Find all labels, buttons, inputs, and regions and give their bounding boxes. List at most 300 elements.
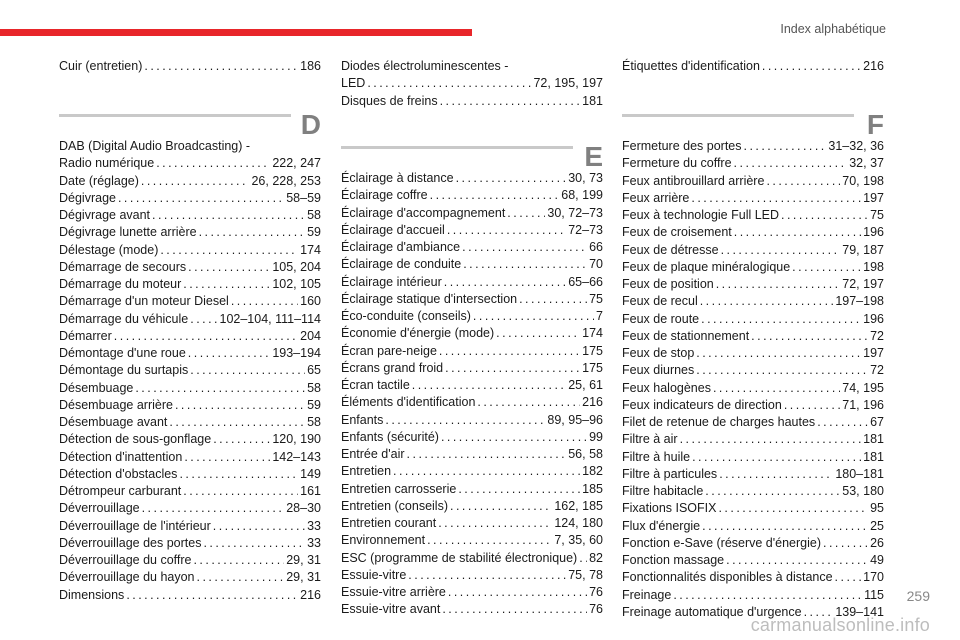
index-entry-pages: 70, 198 <box>842 173 884 188</box>
index-entry <box>622 569 884 586</box>
index-entry-pages: 33 <box>307 518 321 533</box>
index-entry-term: Environnement <box>341 533 426 548</box>
index-entry-pages: 56, 58 <box>568 447 603 461</box>
index-entry <box>622 58 884 75</box>
dot-leader <box>118 190 284 207</box>
index-entry <box>59 397 321 414</box>
index-entry-term: Feux de détresse <box>622 242 719 257</box>
index-entry-pages: 182 <box>582 464 603 479</box>
index-entry-pages: 65 <box>307 363 321 378</box>
index-entry-pages: 76 <box>589 585 603 599</box>
dot-leader <box>188 345 271 362</box>
index-entry <box>341 75 603 92</box>
dot-leader <box>441 429 587 446</box>
index-entry-pages: 216 <box>582 395 603 410</box>
index-entry <box>341 239 603 256</box>
index-entry-pages: 7 <box>596 309 603 323</box>
index-entry <box>622 518 884 535</box>
dot-leader <box>179 466 298 483</box>
index-entry <box>341 394 603 411</box>
section-divider <box>341 146 573 149</box>
index-entry-term: Filtre à huile <box>622 449 691 464</box>
dot-leader <box>445 360 580 377</box>
index-entry-term: Diodes électroluminescentes - <box>341 59 509 73</box>
dot-leader <box>439 343 580 360</box>
dot-leader <box>427 532 552 549</box>
index-entry <box>622 414 884 431</box>
index-entry-pages: 222, 247 <box>272 156 321 171</box>
index-entry-term: Fonctionnalités disponibles à distance <box>622 570 833 585</box>
index-entry <box>622 431 884 448</box>
index-entry-pages: 160 <box>300 294 321 309</box>
index-entry <box>622 138 884 155</box>
index-entry-pages: 32, 37 <box>849 156 884 171</box>
section-divider <box>622 114 854 117</box>
index-entry-term: Feux antibrouillard arrière <box>622 173 765 188</box>
index-entry-term: Fermeture des portes <box>622 139 742 153</box>
index-entry-pages: 124, 180 <box>554 516 603 530</box>
dot-leader <box>193 552 284 569</box>
index-entry-term: Démarrer <box>59 328 112 343</box>
index-entry-term: ESC (programme de stabilité électronique) <box>341 550 578 565</box>
index-entry <box>341 601 603 618</box>
index-entry-pages: 142–143 <box>272 449 321 464</box>
index-entry-term: Éclairage d'accueil <box>341 222 445 237</box>
dot-leader <box>579 550 587 567</box>
index-entry-term: Entretien <box>341 464 392 479</box>
index-entry-term: Feux diurnes <box>622 363 695 378</box>
dot-leader <box>721 242 841 259</box>
index-entry-pages: 170 <box>863 570 884 585</box>
index-entry-term: Détection d'inattention <box>59 449 183 464</box>
index-entry <box>622 173 884 190</box>
index-entry-term: Disques de freins <box>341 93 438 108</box>
index-entry-term: Démontage du surtapis <box>59 363 189 378</box>
index-entry-pages: 67 <box>870 415 884 429</box>
index-entry-pages: 105, 204 <box>272 259 321 274</box>
index-entry-term: Détrompeur carburant <box>59 484 182 498</box>
index-entry-term: Feux de stationnement <box>622 328 750 343</box>
dot-leader <box>367 75 531 92</box>
index-entry-term: Feux à technologie Full LED <box>622 208 780 222</box>
index-entry-term: Essuie-vitre arrière <box>341 585 446 599</box>
index-entry-pages: 185 <box>582 481 603 496</box>
index-entry-pages: 68, 199 <box>561 188 603 203</box>
index-entry-pages: 49 <box>870 553 884 567</box>
index-entry <box>59 276 321 293</box>
index-entry <box>341 187 603 204</box>
index-entry <box>59 483 321 500</box>
index-entry <box>622 328 884 345</box>
index-entry-pages: 76 <box>589 602 603 617</box>
dot-leader <box>430 187 560 204</box>
index-entry-term: Éléments d'identification <box>341 395 476 410</box>
index-entry <box>341 567 603 584</box>
dot-leader <box>692 449 861 466</box>
index-entry-pages: 72 <box>870 328 884 343</box>
dot-leader <box>696 362 868 379</box>
index-entry-term: Essuie-vitre <box>341 567 407 582</box>
index-entry <box>622 224 884 241</box>
index-entry-pages: 99 <box>589 429 603 444</box>
index-entry-term: Essuie-vitre avant <box>341 602 441 617</box>
index-entry <box>59 466 321 483</box>
index-entry-pages: 115 <box>864 587 884 602</box>
index-entry-pages: 31–32, 36 <box>828 139 884 153</box>
index-entry-pages: 204 <box>300 328 321 343</box>
index-entry <box>341 291 603 308</box>
index-entry-term: Enfants (sécurité) <box>341 429 439 444</box>
index-entry <box>341 446 603 463</box>
index-entry-pages: 33 <box>307 535 321 550</box>
index-entry-pages: 139–141 <box>835 604 884 619</box>
dot-leader <box>142 500 285 517</box>
index-entry-pages: 180–181 <box>835 466 884 481</box>
index-entry-pages: 30, 73 <box>568 171 603 185</box>
dot-leader <box>213 431 270 448</box>
index-entry-term: Démarrage d'un moteur Diesel <box>59 294 229 309</box>
index-entry-pages: 196 <box>863 311 884 326</box>
index-entry-term: Feux de position <box>622 277 714 291</box>
dot-leader <box>766 173 840 190</box>
index-entry-pages: 175 <box>582 343 603 358</box>
index-entry-pages: 29, 31 <box>286 570 321 585</box>
dot-leader <box>438 515 552 532</box>
index-entry-term: Feux de route <box>622 311 700 326</box>
index-entry-term: Écran pare-neige <box>341 343 437 358</box>
dot-leader <box>462 239 587 256</box>
index-entry-term: Entretien carrosserie <box>341 481 457 496</box>
index-entry <box>622 500 884 517</box>
index-entry <box>622 397 884 414</box>
dot-leader <box>473 308 594 325</box>
index-entry-pages: 66 <box>589 240 603 254</box>
index-entry-term: Fonction massage <box>622 553 725 567</box>
dot-leader <box>114 328 298 345</box>
index-entry-term: Éclairage d'ambiance <box>341 240 461 254</box>
index-entry-term: Filtre à particules <box>622 466 718 481</box>
index-entry <box>341 170 603 187</box>
index-entry-term: Écran tactile <box>341 378 410 392</box>
index-entry-term: Freinage <box>622 587 672 602</box>
dot-leader <box>141 173 250 190</box>
dot-leader <box>519 291 587 308</box>
dot-leader <box>213 518 305 535</box>
index-entry <box>59 431 321 448</box>
index-entry <box>622 311 884 328</box>
index-entry <box>59 242 321 259</box>
index-entry-pages: 197–198 <box>835 294 884 309</box>
index-entry <box>341 377 603 394</box>
index-entry <box>622 362 884 379</box>
index-entry <box>341 412 603 429</box>
index-entry <box>59 207 321 224</box>
index-entry-pages: 74, 195 <box>842 380 884 395</box>
index-entry <box>622 449 884 466</box>
dot-leader <box>781 207 868 224</box>
index-entry-term: Filtre habitacle <box>622 484 704 498</box>
index-entry <box>59 311 321 328</box>
index-entry-pages: 181 <box>863 449 884 464</box>
dot-leader <box>792 259 861 276</box>
index-entry-term: Feux de recul <box>622 294 698 309</box>
dot-leader <box>448 584 587 601</box>
index-entry <box>622 552 884 569</box>
index-entry <box>59 328 321 345</box>
index-entry <box>341 325 603 342</box>
index-entry-pages: 102–104, 111–114 <box>219 311 321 326</box>
dot-leader <box>691 190 861 207</box>
index-entry-term: Filet de retenue de charges hautes <box>622 415 816 429</box>
index-entry <box>341 58 603 75</box>
index-entry-term: Enfants <box>341 412 384 427</box>
dot-leader <box>507 205 545 222</box>
index-entry-term: Entrée d'air <box>341 447 405 461</box>
index-entry <box>341 515 603 532</box>
index-entry-term: Freinage automatique d'urgence <box>622 604 802 619</box>
dot-leader <box>190 362 305 379</box>
dot-leader <box>734 224 861 241</box>
index-entry-pages: 75 <box>589 291 603 306</box>
index-entry-term: Feux halogènes <box>622 380 711 395</box>
index-entry-term: Éclairage à distance <box>341 171 454 185</box>
index-entry-pages: 196 <box>863 225 884 240</box>
index-entry <box>622 242 884 259</box>
index-entry <box>622 587 884 604</box>
dot-leader <box>199 224 306 241</box>
index-entry-pages: 26, 228, 253 <box>251 173 321 188</box>
section-divider <box>59 114 291 117</box>
dot-leader <box>126 587 298 604</box>
dot-leader <box>183 276 270 293</box>
index-entry-pages: 161 <box>300 484 321 498</box>
index-entry <box>59 58 321 75</box>
dot-leader <box>393 463 580 480</box>
dot-leader <box>673 587 862 604</box>
dot-leader <box>716 276 841 293</box>
index-entry-term: Éclairage intérieur <box>341 274 442 289</box>
index-entry-pages: 65–66 <box>568 274 603 289</box>
index-entry <box>59 345 321 362</box>
index-entry-pages: 75, 78 <box>568 567 603 582</box>
index-entry <box>341 205 603 222</box>
index-entry <box>59 518 321 535</box>
dot-leader <box>477 394 580 411</box>
index-entry-pages: 59 <box>307 397 321 412</box>
page-number: 259 <box>906 588 930 604</box>
accent-bar <box>0 29 472 36</box>
index-entry-pages: 25 <box>870 518 884 533</box>
index-entry-pages: 59 <box>307 225 321 240</box>
index-entry-term: Dégivrage avant <box>59 208 151 222</box>
dot-leader <box>835 569 862 586</box>
index-entry-term: Filtre à air <box>622 432 678 447</box>
index-entry <box>59 414 321 431</box>
index-entry-pages: 197 <box>863 346 884 360</box>
index-entry <box>622 483 884 500</box>
index-entry-pages: 120, 190 <box>272 432 321 447</box>
index-entry <box>622 155 884 172</box>
index-entry-pages: 149 <box>300 466 321 481</box>
index-entry <box>341 463 603 480</box>
index-entry-pages: 72, 195, 197 <box>533 76 603 91</box>
index-entry <box>59 155 321 172</box>
dot-leader <box>705 483 840 500</box>
dot-leader <box>713 380 840 397</box>
index-entry <box>341 93 603 110</box>
index-entry <box>59 173 321 190</box>
index-entry-term: Dimensions <box>59 587 125 602</box>
dot-leader <box>496 325 580 342</box>
index-entry-term: Étiquettes d'identification <box>622 59 760 73</box>
index-entry-term: Désembuage arrière <box>59 397 173 412</box>
index-entry-pages: 186 <box>300 59 321 73</box>
section-letter: F <box>866 109 884 140</box>
index-entry <box>622 293 884 310</box>
index-entry-pages: 181 <box>582 93 603 108</box>
index-entry-pages: 30, 72–73 <box>547 205 603 220</box>
index-entry-term: Cuir (entretien) <box>59 59 143 73</box>
index-entry <box>622 535 884 552</box>
index-entry <box>59 500 321 517</box>
index-entry-term: LED <box>341 76 366 91</box>
index-entry-term: Entretien (conseils) <box>341 498 448 513</box>
dot-leader <box>701 311 861 328</box>
index-entry <box>341 308 603 325</box>
index-entry-pages: 72 <box>870 363 884 378</box>
dot-leader <box>407 446 567 463</box>
index-entry <box>622 207 884 224</box>
index-entry-term: Éclairage de conduite <box>341 257 462 272</box>
dot-leader <box>463 256 587 273</box>
dot-leader <box>817 414 868 431</box>
dot-leader <box>702 518 868 535</box>
index-entry-term: Désembuage avant <box>59 415 168 429</box>
index-entry <box>341 222 603 239</box>
index-entry-pages: 82 <box>589 550 603 565</box>
index-entry-pages: 71, 196 <box>842 397 884 412</box>
section-letter: D <box>300 109 321 140</box>
index-entry-term: Détection d'obstacles <box>59 466 178 481</box>
index-entry-term: Dégivrage <box>59 190 116 205</box>
dot-leader <box>203 535 305 552</box>
index-entry-term: Déverrouillage <box>59 501 140 516</box>
index-entry <box>341 584 603 601</box>
index-entry <box>59 380 321 397</box>
index-entry-pages: 25, 61 <box>568 378 603 392</box>
index-entry <box>341 256 603 273</box>
index-entry-term: Démarrage du moteur <box>59 277 182 291</box>
index-entry <box>622 466 884 483</box>
index-entry-pages: 181 <box>863 432 884 447</box>
index-entry-pages: 89, 95–96 <box>547 412 603 427</box>
section-letter: E <box>584 141 603 172</box>
index-entry-pages: 162, 185 <box>554 498 603 513</box>
index-entry-term: Feux de croisement <box>622 225 732 240</box>
dot-leader <box>169 414 305 431</box>
dot-leader <box>762 58 861 75</box>
dot-leader <box>183 483 298 500</box>
index-entry <box>341 343 603 360</box>
index-entry-term: Écrans grand froid <box>341 360 444 375</box>
index-entry-term: Désembuage <box>59 380 134 395</box>
index-entry-term: Fonction e-Save (réserve d'énergie) <box>622 535 822 550</box>
index-entry-pages: 198 <box>863 259 884 274</box>
index-entry-pages: 7, 35, 60 <box>554 533 603 548</box>
index-entry-term: Économie d'énergie (mode) <box>341 326 495 341</box>
index-entry-pages: 175 <box>582 360 603 375</box>
dot-leader <box>447 222 566 239</box>
dot-leader <box>412 377 566 394</box>
index-entry-term: Éclairage coffre <box>341 188 428 203</box>
dot-leader <box>744 138 827 155</box>
dot-leader <box>784 397 840 414</box>
index-entry-pages: 58 <box>307 380 321 395</box>
index-entry-pages: 95 <box>870 501 884 516</box>
dot-leader <box>190 311 217 328</box>
index-entry-term: Détection de sous-gonflage <box>59 432 212 447</box>
index-entry-term: Feux de stop <box>622 346 695 360</box>
dot-leader <box>160 242 298 259</box>
dot-leader <box>152 207 305 224</box>
index-entry-pages: 29, 31 <box>286 553 321 567</box>
index-entry-pages: 102, 105 <box>272 277 321 291</box>
index-entry <box>622 345 884 362</box>
index-entry <box>622 276 884 293</box>
dot-leader <box>440 93 581 110</box>
dot-leader <box>135 380 305 397</box>
index-entry-pages: 28–30 <box>286 501 321 516</box>
dot-leader <box>718 500 868 517</box>
dot-leader <box>751 328 868 345</box>
index-entry-pages: 26 <box>870 535 884 550</box>
index-entry <box>59 552 321 569</box>
dot-leader <box>734 155 848 172</box>
dot-leader <box>726 552 868 569</box>
index-entry <box>341 498 603 515</box>
index-entry <box>59 449 321 466</box>
index-entry <box>622 259 884 276</box>
index-entry-term: Démarrage du véhicule <box>59 311 189 326</box>
index-entry-pages: 58 <box>307 208 321 222</box>
dot-leader <box>175 397 305 414</box>
index-entry <box>59 569 321 586</box>
index-entry <box>341 532 603 549</box>
index-entry-pages: 58–59 <box>286 190 321 205</box>
index-entry-pages: 174 <box>582 326 603 341</box>
dot-leader <box>184 449 270 466</box>
dot-leader <box>450 498 552 515</box>
dot-leader <box>680 431 862 448</box>
index-entry-term: DAB (Digital Audio Broadcasting) - <box>59 139 251 153</box>
index-entry <box>622 190 884 207</box>
index-entry <box>59 224 321 241</box>
dot-leader <box>456 170 567 187</box>
index-entry-pages: 174 <box>300 242 321 257</box>
index-entry <box>341 481 603 498</box>
index-entry-pages: 197 <box>863 190 884 205</box>
dot-leader <box>823 535 868 552</box>
index-entry-pages: 216 <box>300 587 321 602</box>
index-entry-term: Fixations ISOFIX <box>622 501 717 516</box>
index-entry-term: Démontage d'une roue <box>59 346 186 360</box>
index-entry-term: Déverrouillage du hayon <box>59 570 195 585</box>
dot-leader <box>231 293 298 310</box>
index-entry-term: Entretien courant <box>341 516 437 530</box>
dot-leader <box>444 274 566 291</box>
index-entry-term: Éclairage statique d'intersection <box>341 291 518 306</box>
index-entry <box>59 190 321 207</box>
